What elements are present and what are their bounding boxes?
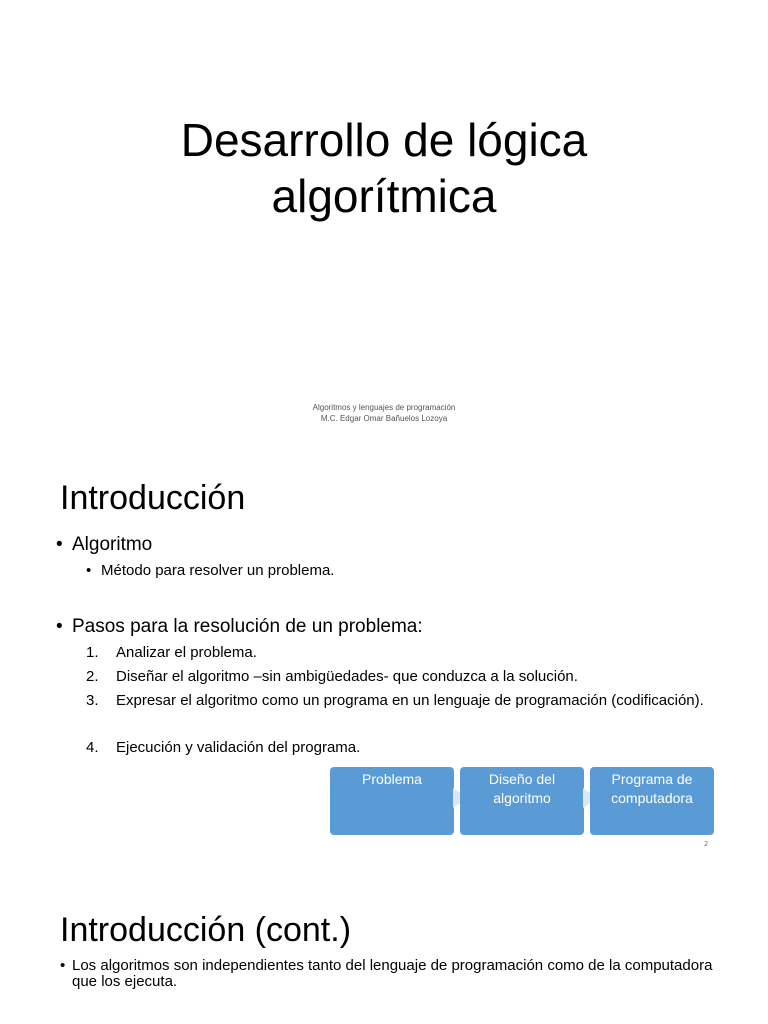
introduction-slide: [0, 450, 768, 870]
page-number: 2: [704, 841, 708, 848]
flow-box-problema: Problema: [330, 767, 454, 835]
subtitle-line-1: Algoritmos y lenguajes de programación: [312, 403, 456, 412]
sub-bullet-metodo: • Método para resolver un problema.: [86, 562, 334, 580]
title-line-1: Desarrollo de lógica: [180, 114, 588, 166]
step-item: 2. Diseñar el algoritmo –sin ambigüedades- que conduzca a la solución.: [86, 668, 578, 685]
title-line-2: algorítmica: [271, 170, 497, 222]
slide-subtitle: [0, 402, 768, 424]
bullet-pasos: • Pasos para la resolución de un problema:: [56, 616, 423, 638]
subtitle-line-2: M.C. Edgar Omar Bañuelos Lozoya: [320, 414, 448, 423]
bullet-algoritmo: • Algoritmo: [56, 534, 152, 556]
flow-box-diseno: Diseño del algoritmo: [460, 767, 584, 835]
step-item: 1. Analizar el problema.: [86, 644, 257, 661]
introduction-cont-slide: [0, 870, 768, 1024]
title-slide: [0, 0, 768, 450]
slide-title: [0, 112, 768, 224]
slide-heading: Introducción: [60, 479, 246, 517]
step-item: 4. Ejecución y validación del programa.: [86, 739, 361, 756]
bullet-independientes: • Los algoritmos son independientes tanto del lenguaje de programación como de la computadora que los ejecuta.: [60, 958, 720, 990]
flow-box-programa: Programa de computadora: [590, 767, 714, 835]
step-item: 3. Expresar el algoritmo como un programa en un lenguaje de programación (codificación).: [86, 692, 704, 709]
slide-heading: Introducción (cont.): [60, 911, 352, 949]
